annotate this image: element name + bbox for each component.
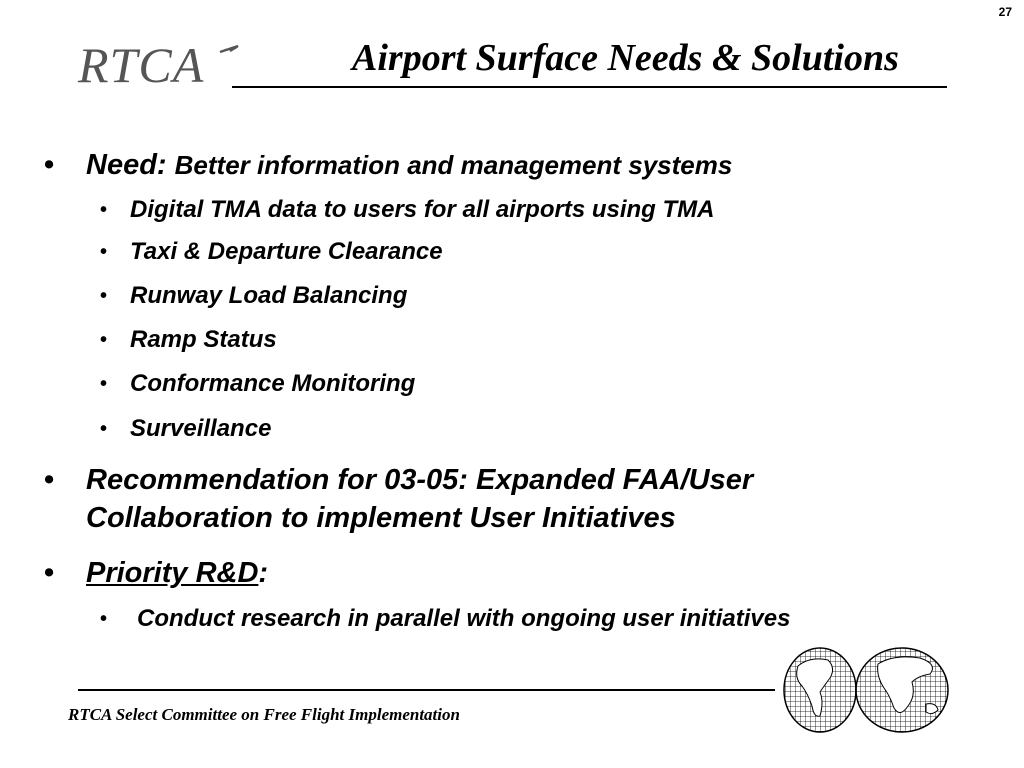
globe-icon [780, 646, 955, 734]
priority-colon: : [258, 557, 269, 589]
logo-text: RTCA [78, 37, 205, 93]
footer-divider [78, 689, 775, 691]
priority-item-text: Conduct research in parallel with ongoing user initiatives [137, 605, 791, 632]
bullet-dot: • [100, 608, 108, 630]
priority-label: Priority R&D [86, 557, 259, 589]
bullet-dot: • [100, 285, 108, 307]
bullet-dot: • [44, 464, 55, 496]
recommendation-text [86, 461, 946, 537]
need-item-text: Surveillance [130, 415, 272, 442]
need-item-text: Runway Load Balancing [130, 282, 408, 309]
recommendation-line-1: Recommendation for 03-05: Expanded FAA/User [86, 464, 754, 496]
rtca-logo [78, 37, 248, 93]
page-number: 27 [998, 5, 1012, 19]
need-item-text: Digital TMA data to users for all airports using TMA [130, 196, 715, 223]
bullet-dot: • [100, 329, 108, 351]
slide-title: Airport Surface Needs & Solutions [352, 37, 899, 79]
logo-swoosh-icon [78, 37, 248, 93]
bullet-dot: • [100, 199, 108, 221]
need-item-text: Taxi & Departure Clearance [130, 238, 443, 265]
need-item-text: Ramp Status [130, 326, 277, 353]
bullet-dot: • [44, 149, 55, 181]
recommendation-line-2: Collaboration to implement User Initiatives [86, 502, 676, 534]
title-divider [232, 86, 947, 88]
bullet-dot: • [100, 373, 108, 395]
bullet-dot: • [100, 418, 108, 440]
bullet-dot: • [44, 557, 55, 589]
need-description: Better information and management systems [174, 150, 733, 180]
footer-text: RTCA Select Committee on Free Flight Implementation [68, 705, 460, 724]
need-label: Need: [86, 149, 167, 181]
priority-text [86, 554, 946, 592]
bullet-dot: • [100, 241, 108, 263]
need-item-text: Conformance Monitoring [130, 370, 416, 397]
need-bullet-text [86, 146, 946, 184]
